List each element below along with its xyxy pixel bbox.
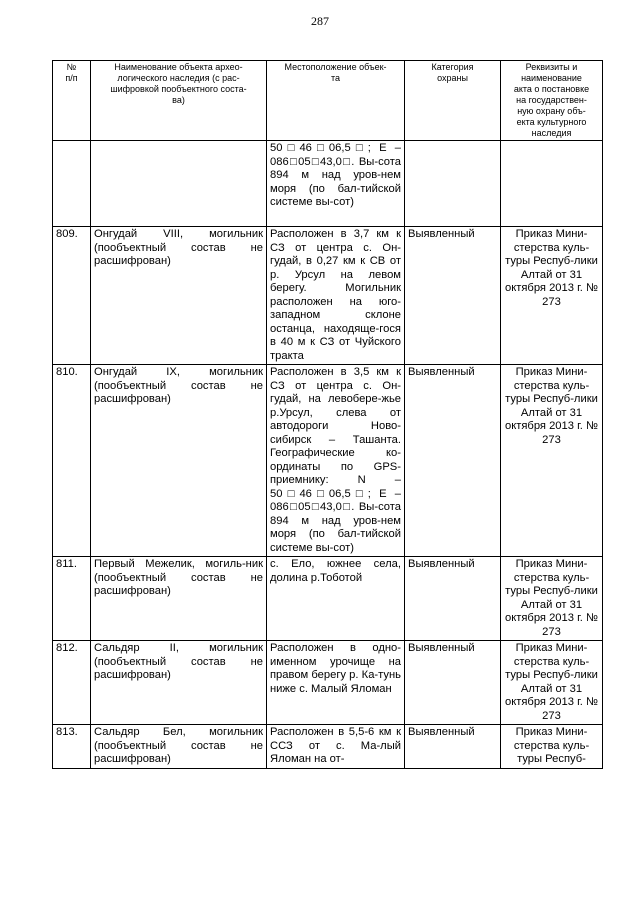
table-row xyxy=(53,641,603,725)
header-name: Наименование объекта архео- логического наследия (с рас- шифровкой пообъектного соста- ва) xyxy=(91,61,267,141)
table-row xyxy=(53,557,603,641)
table-row xyxy=(53,227,603,365)
cell-num: 809. xyxy=(53,227,91,365)
header-num: № п/п xyxy=(53,61,91,141)
table-row xyxy=(53,365,603,557)
cell-requisites: Приказ Мини-стерства куль-туры Респуб-лики Алтай от 31 октября 2013 г. № 273 xyxy=(501,227,603,365)
cell-name: Онгудай IX, могильник (пообъектный состав не расшифрован) xyxy=(91,365,267,557)
cell-name: Онгудай VIII, могильник (пообъектный состав не расшифрован) xyxy=(91,227,267,365)
cell-location: с. Ело, южнее села, долина р.Тоботой xyxy=(267,557,405,641)
cell-location: Расположен в 3,7 км к СЗ от центра с. Он-гудай, в 0,27 км к СВ от р. Урсул на левом берегу. Могильник расположен на юго-западном склоне останца, находяще-гося в 40 м к СЗ от Чуйского тракта xyxy=(267,227,405,365)
cell-location: Расположен в 5,5-6 км к ССЗ от с. Ма-лый Яломан на от- xyxy=(267,725,405,769)
cell-category: Выявленный xyxy=(405,725,501,769)
page-number: 287 xyxy=(311,14,329,28)
header-location: Местоположение объек- та xyxy=(267,61,405,141)
cell-category: Выявленный xyxy=(405,557,501,641)
header-category: Категория охраны xyxy=(405,61,501,141)
cell-location: Расположен в 3,5 км к СЗ от центра с. Он-гудай, на левобере-жье р.Урсул, слева от автодороги Ново-сибирск – Ташанта. Географические ко-ординаты по GPS-приемнику: N – 50□46□06,5□; E – 086□05□43,0□. Вы-сота 894 м над уров-нем моря (по бал-тийской системе вы-сот) xyxy=(267,365,405,557)
table-row xyxy=(53,141,603,227)
header-requisites: Реквизиты и наименование акта о постановке на государствен- ную охрану объ- екта культурного наследия xyxy=(501,61,603,141)
cell-category: Выявленный xyxy=(405,227,501,365)
cell-num: 811. xyxy=(53,557,91,641)
cell-num: 813. xyxy=(53,725,91,769)
cell-category xyxy=(405,141,501,227)
heritage-registry-table xyxy=(52,60,603,769)
table-header-row xyxy=(53,61,603,141)
table-row xyxy=(53,725,603,769)
cell-num xyxy=(53,141,91,227)
cell-num: 812. xyxy=(53,641,91,725)
cell-requisites: Приказ Мини-стерства куль-туры Респуб- xyxy=(501,725,603,769)
cell-num: 810. xyxy=(53,365,91,557)
cell-category: Выявленный xyxy=(405,641,501,725)
cell-category: Выявленный xyxy=(405,365,501,557)
cell-requisites: Приказ Мини-стерства куль-туры Респуб-лики Алтай от 31 октября 2013 г. № 273 xyxy=(501,557,603,641)
cell-name: Сальдяр Бел, могильник (пообъектный состав не расшифрован) xyxy=(91,725,267,769)
cell-name: Первый Межелик, могиль-ник (пообъектный состав не расшифрован) xyxy=(91,557,267,641)
cell-location: Расположен в одно-именном урочище на правом берегу р. Ка-тунь ниже с. Малый Яломан xyxy=(267,641,405,725)
cell-name xyxy=(91,141,267,227)
cell-requisites: Приказ Мини-стерства куль-туры Респуб-лики Алтай от 31 октября 2013 г. № 273 xyxy=(501,641,603,725)
cell-name: Сальдяр II, могильник (пообъектный состав не расшифрован) xyxy=(91,641,267,725)
cell-location: 50□46□06,5□; E – 086□05□43,0□. Вы-сота 894 м над уров-нем моря (по бал-тийской системе вы-сот) xyxy=(267,141,405,227)
cell-requisites: Приказ Мини-стерства куль-туры Респуб-лики Алтай от 31 октября 2013 г. № 273 xyxy=(501,365,603,557)
cell-requisites xyxy=(501,141,603,227)
